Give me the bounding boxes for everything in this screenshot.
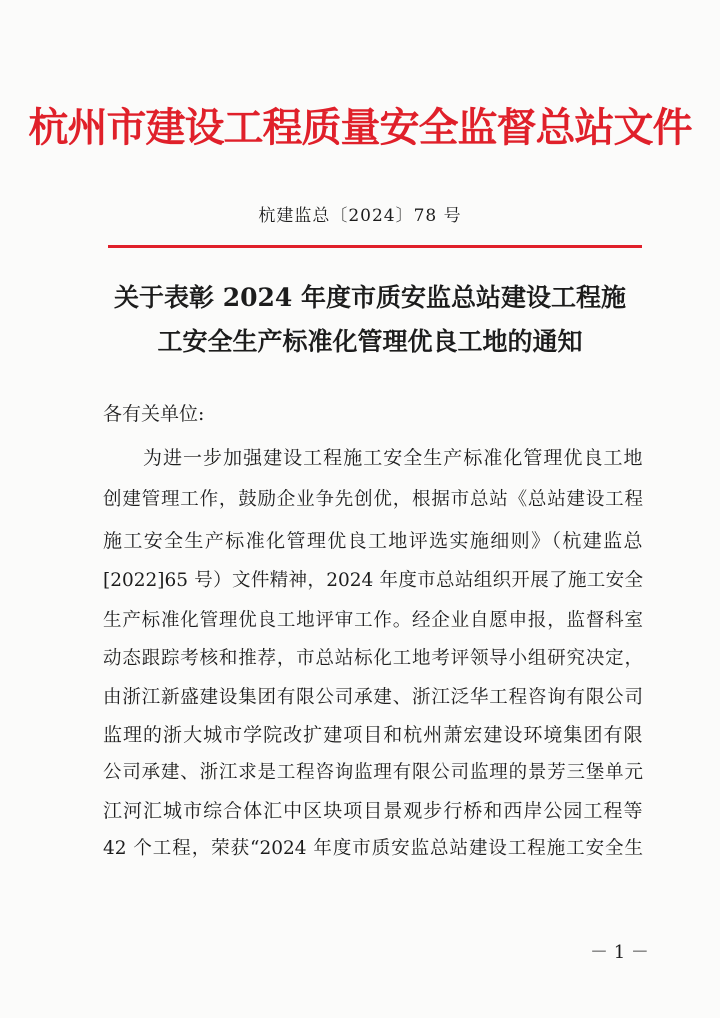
body-line-1: 为进一步加强建设工程施工安全生产标准化管理优良工地 — [143, 447, 643, 469]
body-line-2: 创建管理工作，鼓励企业争先创优，根据市总站《总站建设工程 — [103, 489, 643, 510]
notice-title-line-2: 工安全生产标准化管理优良工地的通知 — [157, 327, 583, 356]
body-line-11: 42 个工程，荣获“2024 年度市质安监总站建设工程施工安全生 — [103, 838, 643, 859]
body-line-6: 动态跟踪考核和推荐，市总站标化工地考评领导小组研究决定， — [103, 648, 643, 669]
notice-title-line-1: 关于表彰 2024 年度市质安监总站建设工程施 — [114, 283, 626, 312]
body-line-9: 公司承建、浙江求是工程咨询监理有限公司监理的景芳三堡单元 — [103, 762, 643, 783]
body-line-10: 江河汇城市综合体汇中区块项目景观步行桥和西岸公园工程等 — [103, 800, 643, 822]
body-line-7: 由浙江新盛建设集团有限公司承建、浙江泛华工程咨询有限公司 — [103, 687, 643, 708]
document-number: 杭建监总〔2024〕78 号 — [258, 206, 462, 226]
red-divider-line — [108, 245, 642, 248]
body-line-5: 生产标准化管理优良工地评审工作。经企业自愿申报，监督科室 — [103, 610, 643, 631]
page-number: － 1 － — [590, 942, 649, 963]
body-line-3: 施工安全生产标准化管理优良工地评选实施细则》（杭建监总 — [103, 530, 643, 552]
masthead-title: 杭州市建设工程质量安全监督总站文件 — [28, 104, 692, 151]
salutation: 各有关单位: — [103, 403, 205, 425]
body-line-4: [2022]65 号）文件精神，2024 年度市总站组织开展了施工安全 — [103, 570, 643, 591]
body-line-8: 监理的浙大城市学院改扩建项目和杭州萧宏建设环境集团有限 — [103, 724, 643, 746]
